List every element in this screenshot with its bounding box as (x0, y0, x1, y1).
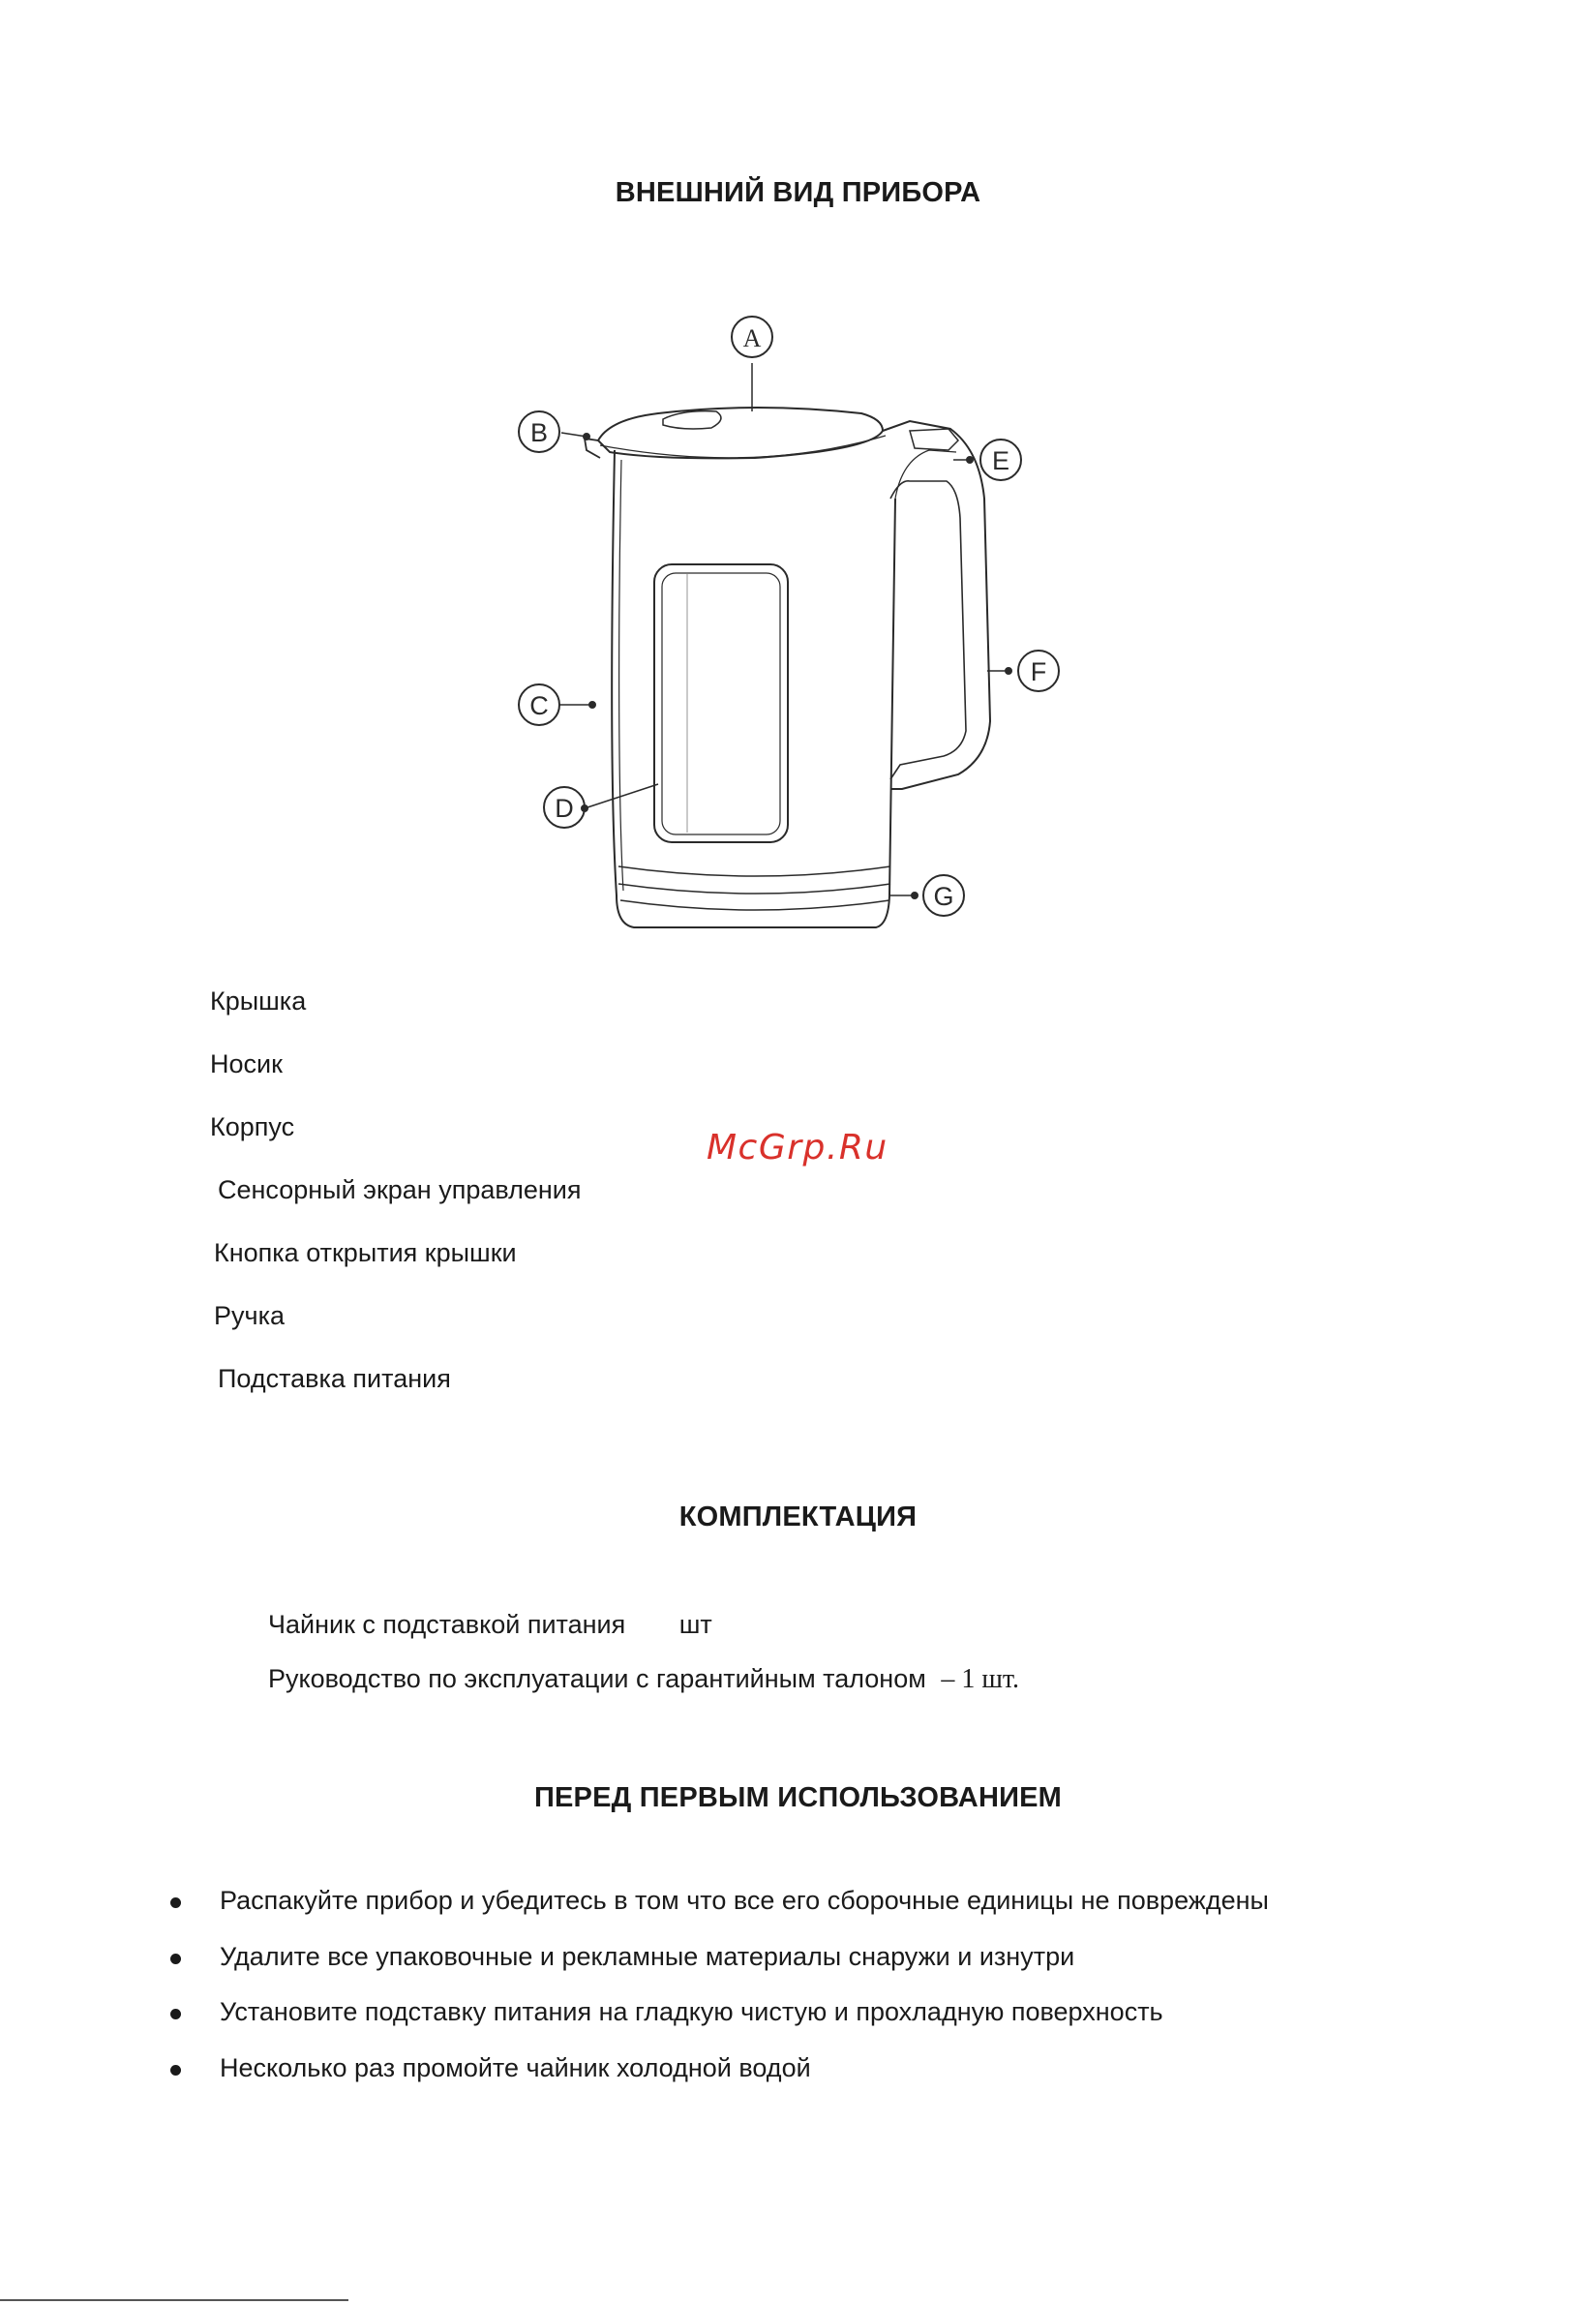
list-item-text: Несколько раз промойте чайник холодной водой (220, 2053, 811, 2082)
kettle-lid (598, 408, 886, 458)
callout-g (890, 875, 964, 916)
kit-item-manual (268, 1664, 1019, 1695)
heading-kit: КОМПЛЕКТАЦИЯ (678, 1501, 918, 1532)
callout-f (987, 651, 1059, 691)
kit-item-kettle (268, 1610, 712, 1640)
kit-item-qty: – 1 шт. (941, 1664, 1020, 1694)
part-body: Корпус (210, 1112, 295, 1141)
kit-item-text: Чайник с подставкой питания (268, 1610, 626, 1639)
callout-b (519, 411, 589, 452)
callout-c-label: C (529, 691, 549, 720)
bullet-dot (170, 2009, 181, 2019)
part-spout: Носик (210, 1049, 283, 1078)
list-item-text: Удалите все упаковочные и рекламные материалы снаружи и изнутри (220, 1942, 1075, 1971)
part-touch-screen: Сенсорный экран управления (218, 1175, 582, 1204)
lid-button (910, 429, 958, 450)
callout-b-label: B (529, 418, 549, 447)
watermark: McGrp.Ru (707, 1128, 888, 1168)
bullet-dot (170, 2065, 181, 2076)
kettle-handle (883, 421, 990, 789)
callout-c (519, 684, 595, 725)
callout-g-label: G (933, 882, 954, 911)
part-lid-button: Кнопка открытия крышки (214, 1238, 517, 1267)
list-item-text: Распакуйте прибор и убедитесь в том что все его сборочные единицы не повреждены (220, 1886, 1269, 1915)
kit-item-text: Руководство по эксплуатации с гарантийным талоном (268, 1664, 926, 1693)
callout-a (732, 317, 772, 411)
heading-appearance: ВНЕШНИЙ ВИД ПРИБОРА (615, 177, 981, 208)
heading-before-use: ПЕРЕД ПЕРВЫМ ИСПОЛЬЗОВАНИЕМ (533, 1782, 1063, 1813)
callout-e (953, 440, 1021, 480)
footer-divider (0, 2299, 348, 2301)
callout-d-label: D (555, 794, 574, 823)
callout-a-label: A (742, 324, 762, 352)
part-lid: Крышка (210, 986, 307, 1016)
part-handle: Ручка (214, 1301, 285, 1330)
part-power-base: Подставка питания (218, 1364, 451, 1393)
kettle-diagram (503, 305, 1084, 944)
callout-d (544, 784, 658, 828)
bullet-dot (170, 1897, 181, 1908)
bullet-dot (170, 1954, 181, 1964)
callout-e-label: E (991, 446, 1010, 475)
callout-f-label: F (1030, 657, 1047, 686)
list-item-text: Установите подставку питания на гладкую чистую и прохладную поверхность (220, 1997, 1163, 2026)
kettle-window (654, 564, 788, 842)
kit-item-qty: шт (678, 1610, 712, 1639)
